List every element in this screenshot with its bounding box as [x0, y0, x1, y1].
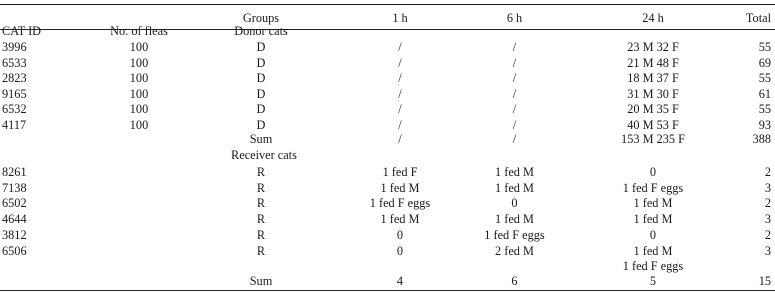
receiver-24h: 0 — [649, 228, 657, 242]
donor-total: 61 — [758, 87, 771, 101]
header-total: Total — [745, 11, 771, 25]
receiver-6h: 1 fed M — [495, 181, 534, 195]
donor-6h: / — [512, 118, 517, 132]
donor-cat-id: 6533 — [2, 56, 27, 70]
receiver-extra-24h: 1 fed F eggs — [622, 259, 684, 273]
receiver-total: 3 — [764, 212, 771, 226]
donor-group: D — [256, 40, 266, 54]
header-cat-id: CAT ID — [2, 24, 42, 38]
receiver-cat-id: 8261 — [2, 165, 27, 179]
header-groups: Groups — [242, 11, 280, 25]
receiver-24h: 1 fed F eggs — [622, 181, 684, 195]
donor-no-fleas: 100 — [129, 40, 149, 54]
receiver-sum-label: Sum — [249, 274, 273, 288]
donor-group: D — [256, 118, 266, 132]
receiver-24h: 1 fed M — [633, 196, 673, 210]
donor-cat-id: 3996 — [2, 40, 27, 54]
receiver-total: 2 — [764, 165, 771, 179]
donor-1h: / — [398, 102, 402, 116]
receiver-1h: 0 — [396, 228, 404, 242]
donor-total: 55 — [758, 71, 771, 85]
receiver-total: 2 — [764, 228, 771, 242]
donor-1h: / — [398, 71, 402, 85]
donor-sum-24h: 153 M 235 F — [621, 132, 685, 146]
receiver-group: R — [256, 212, 266, 226]
donor-24h: 23 M 32 F — [627, 40, 679, 54]
receiver-6h: 1 fed M — [495, 212, 534, 226]
donor-sum-total: 388 — [752, 132, 771, 146]
receiver-total: 2 — [764, 196, 771, 210]
donor-group: D — [256, 87, 266, 101]
donor-no-fleas: 100 — [129, 56, 149, 70]
receiver-group: R — [256, 165, 266, 179]
receiver-1h: 1 fed M — [380, 212, 420, 226]
donor-no-fleas: 100 — [129, 102, 149, 116]
donor-24h: 31 M 30 F — [627, 87, 679, 101]
receiver-6h: 0 — [511, 196, 518, 210]
donor-24h: 18 M 37 F — [627, 71, 679, 85]
donor-no-fleas: 100 — [129, 71, 149, 85]
donor-24h: 20 M 35 F — [627, 102, 679, 116]
header-1h: 1 h — [392, 11, 408, 25]
donor-1h: / — [398, 40, 402, 54]
donor-1h: / — [398, 118, 402, 132]
donor-24h: 40 M 53 F — [627, 118, 679, 132]
receiver-24h: 1 fed M — [633, 244, 673, 258]
donor-6h: / — [512, 40, 517, 54]
donor-no-fleas: 100 — [129, 87, 149, 101]
receiver-total: 3 — [764, 181, 771, 195]
receiver-1h: 0 — [396, 244, 404, 258]
donor-cat-id: 6532 — [2, 102, 27, 116]
receiver-total: 3 — [764, 244, 771, 258]
receiver-1h: 1 fed F eggs — [369, 196, 431, 210]
donor-sum-6h: / — [512, 132, 517, 146]
top-rule — [0, 4, 775, 5]
receiver-cat-id: 6502 — [2, 196, 27, 210]
donor-sum-1h: / — [398, 132, 402, 146]
receiver-group: R — [256, 228, 266, 242]
receiver-cat-id: 3812 — [2, 228, 27, 242]
donor-6h: / — [512, 56, 517, 70]
donor-6h: / — [512, 71, 517, 85]
receiver-group: R — [256, 244, 266, 258]
section-donor-cats: Donor cats — [234, 24, 288, 38]
donor-cat-id: 9165 — [2, 87, 27, 101]
donor-total: 55 — [758, 102, 771, 116]
receiver-sum-24h: 5 — [649, 274, 657, 288]
receiver-cat-id: 6506 — [2, 244, 27, 258]
donor-total: 93 — [758, 118, 771, 132]
receiver-cat-id: 7138 — [2, 181, 27, 195]
receiver-sum-1h: 4 — [396, 274, 404, 288]
donor-total: 69 — [758, 56, 771, 70]
donor-no-fleas: 100 — [129, 118, 149, 132]
donor-cat-id: 2823 — [2, 71, 27, 85]
receiver-6h: 2 fed M — [495, 244, 534, 258]
donor-group: D — [256, 102, 266, 116]
section-receiver-cats: Receiver cats — [231, 148, 297, 162]
donor-1h: / — [398, 56, 402, 70]
receiver-group: R — [256, 181, 266, 195]
header-6h: 6 h — [506, 11, 523, 25]
receiver-6h: 1 fed F eggs — [484, 228, 545, 242]
header-no-fleas: No. of fleas — [110, 24, 168, 38]
receiver-group: R — [256, 196, 266, 210]
receiver-1h: 1 fed F — [382, 165, 418, 179]
donor-1h: / — [398, 87, 402, 101]
donor-cat-id: 4117 — [2, 118, 27, 132]
donor-6h: / — [512, 102, 517, 116]
receiver-24h: 0 — [649, 165, 657, 179]
receiver-1h: 1 fed M — [380, 181, 420, 195]
donor-total: 55 — [758, 40, 771, 54]
receiver-sum-total: 15 — [758, 274, 771, 288]
receiver-sum-6h: 6 — [511, 274, 518, 288]
bottom-rule — [0, 290, 775, 291]
receiver-6h: 1 fed M — [495, 165, 534, 179]
header-24h: 24 h — [642, 11, 664, 25]
receiver-cat-id: 4644 — [2, 212, 27, 226]
donor-group: D — [256, 71, 266, 85]
donor-sum-label: Sum — [249, 132, 273, 146]
donor-group: D — [256, 56, 266, 70]
receiver-24h: 1 fed M — [633, 212, 673, 226]
donor-24h: 21 M 48 F — [627, 56, 679, 70]
donor-6h: / — [512, 87, 517, 101]
